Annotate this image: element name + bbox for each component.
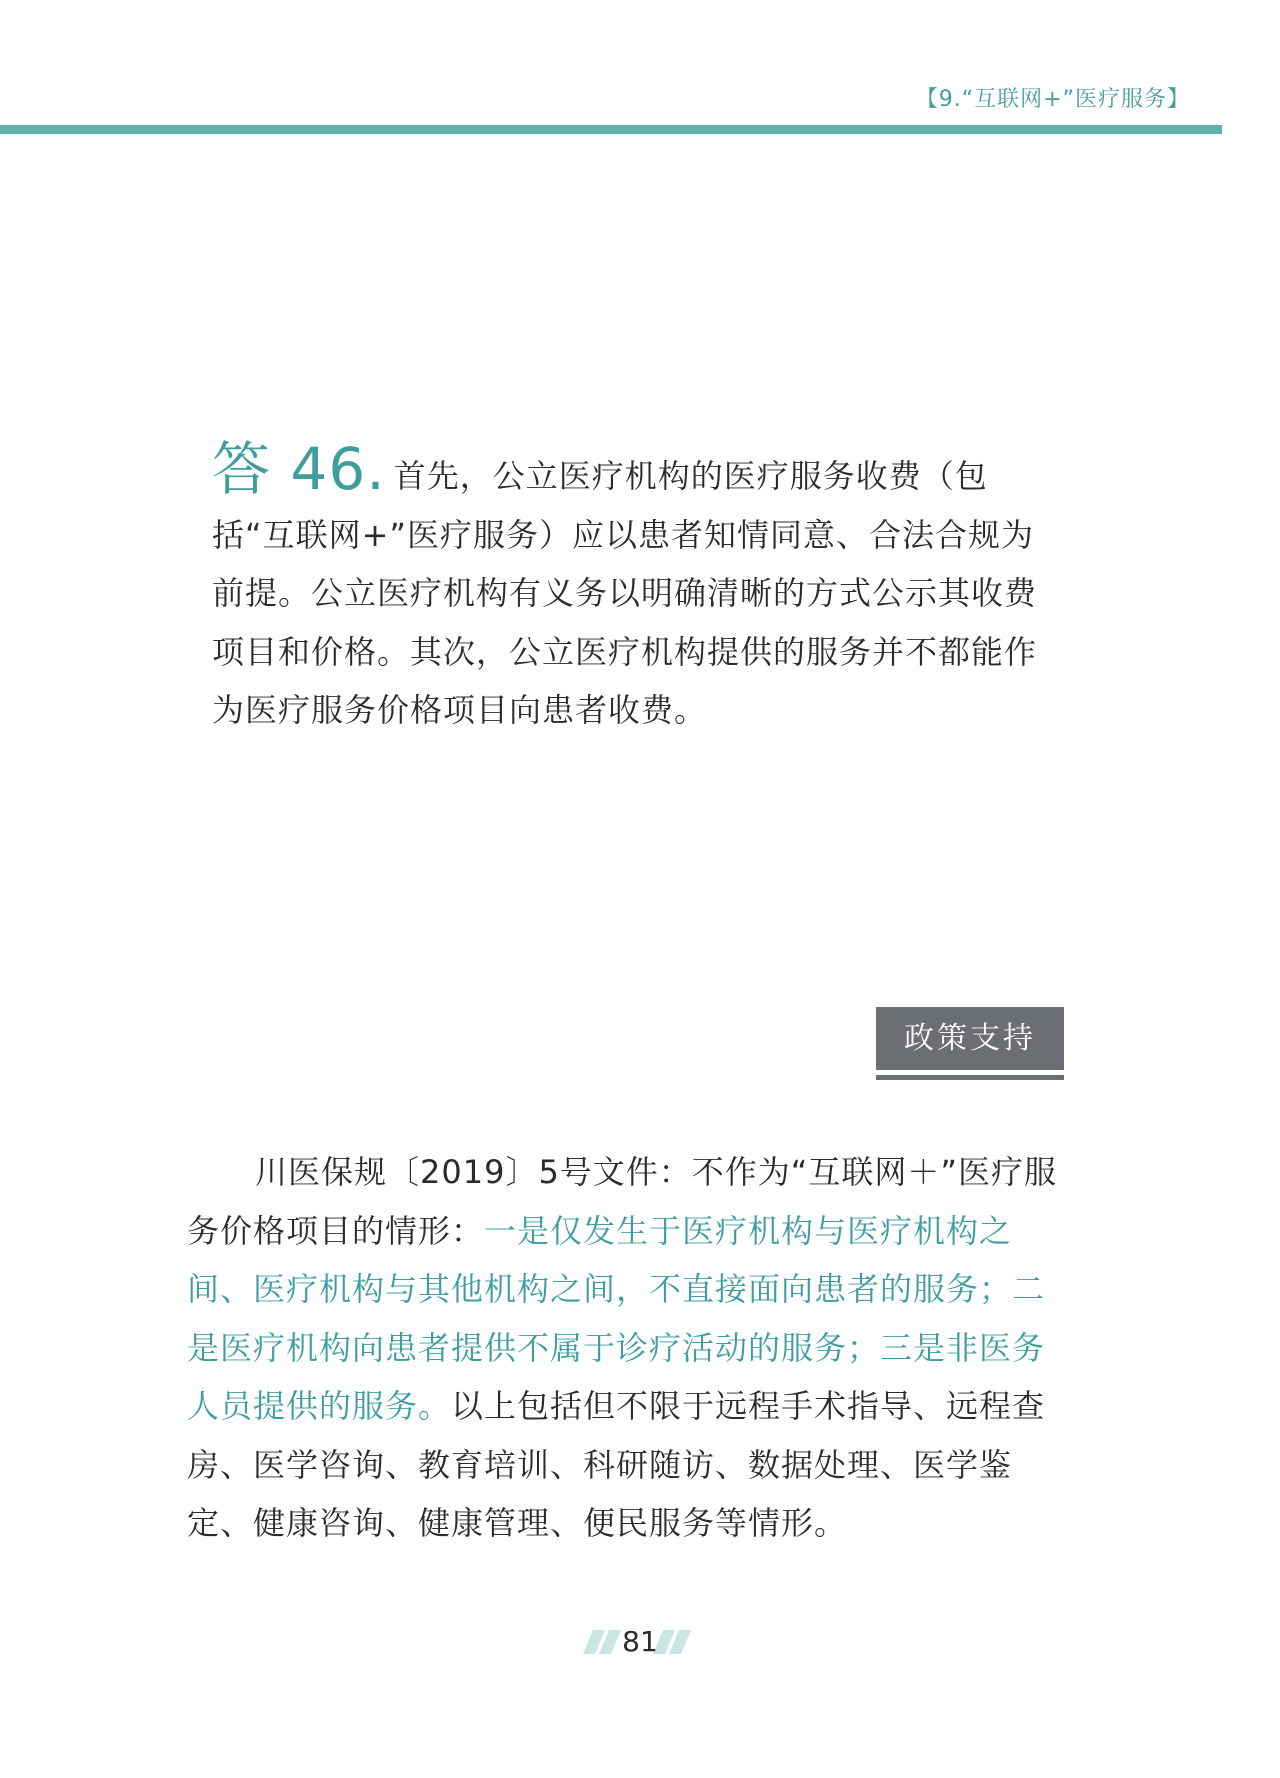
policy-tag: 政策支持: [876, 1007, 1064, 1070]
answer-text: 首先，公立医疗机构的医疗服务收费（包括“互联网+”医疗服务）应以患者知情同意、合法合规为前提。公立医疗机构有义务以明确清晰的方式公示其收费项目和价格。其次，公立医疗机构提供的服务并不都能作为医疗服务价格项目向患者收费。: [212, 457, 1038, 729]
page-number: 81: [622, 1625, 658, 1658]
header-rule: [0, 125, 1222, 134]
running-header: 【9.“互联网+”医疗服务】: [915, 87, 1190, 112]
policy-tag-underline: [876, 1075, 1064, 1080]
policy-highlight: 一是仅发生于医疗机构与医疗机构之间、医疗机构与其他机构之间，不直接面向患者的服务；二是医疗机构向患者提供不属于诊疗活动的服务；三是非医务人员提供的服务。: [187, 1211, 1046, 1425]
page-footer: [0, 1622, 1280, 1662]
policy-paragraph: [187, 1143, 1065, 1553]
answer-label: 答 46.: [212, 435, 386, 503]
policy-tail: 以上包括但不限于远程手术指导、远程查房、医学咨询、教育培训、科研随访、数据处理、医学鉴定、健康咨询、健康管理、便民服务等情形。: [187, 1387, 1046, 1542]
answer-block: [212, 435, 1052, 740]
policy-intro: 川医保规〔2019〕5号文件：不作为“互联网＋”医疗服务价格项目的情形：: [187, 1153, 1057, 1250]
